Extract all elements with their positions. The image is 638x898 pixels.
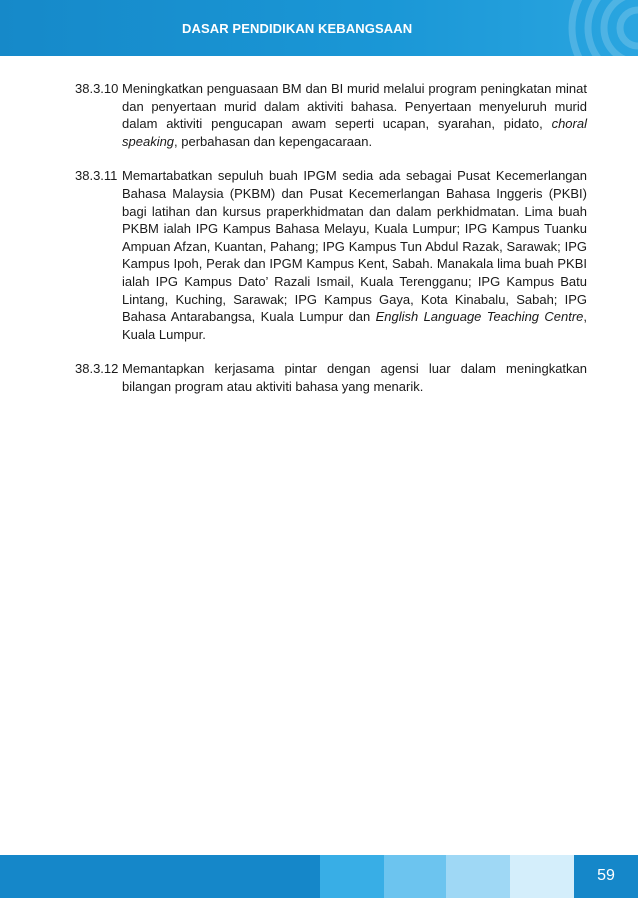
page-header (0, 0, 638, 56)
page-number: 59 (597, 867, 615, 884)
document-body (75, 80, 587, 413)
italic-term: choral speaking (122, 116, 587, 149)
list-item (75, 360, 587, 395)
list-item (75, 167, 587, 343)
item-number: 38.3.11 (75, 168, 118, 184)
item-text: Memantapkan kerjasama pintar dengan agensi luar dalam meningkatkan bilangan program atau aktiviti bahasa yang menarik. (122, 361, 587, 394)
footer-band (320, 855, 384, 898)
footer-band (510, 855, 574, 898)
italic-term: English Language Teaching Centre (375, 309, 584, 325)
item-text: Meningkatkan penguasaan BM dan BI murid melalui program peningkatan minat dan penyertaan murid dalam aktiviti bahasa. Penyertaan menyeluruh murid dalam aktiviti pengucapan awam seperti ucapan, syarahan, pidato, choral speaking, perbahasan dan kepengacaraan. (122, 81, 587, 149)
footer-band (446, 855, 510, 898)
list-item (75, 80, 587, 150)
item-number: 38.3.12 (75, 361, 119, 377)
footer-band (0, 855, 320, 898)
page-footer (0, 855, 638, 898)
footer-band (384, 855, 446, 898)
item-number: 38.3.10 (75, 81, 119, 96)
header-title: DASAR PENDIDIKAN KEBANGSAAN (182, 21, 413, 36)
concentric-arcs-decoration (518, 0, 638, 56)
item-text: Memartabatkan sepuluh buah IPGM sedia ada sebagai Pusat Kecemerlangan Bahasa Malaysia (PKBM) dan Pusat Kecemerlangan Bahasa Inggeris (PKBI) bagi latihan dan kursus praperkhidmatan dan dalam perkhidmatan. Lima buah PKBM ialah IPG Kampus Bahasa Melayu, Kuala Lumpur; IPG Kampus Tuanku Ampuan Afzan, Kuantan, Pahang; IPG Kampus Tun Abdul Razak, Sarawak; IPG Kampus Ipoh, Perak dan IPGM Kampus Kent, Sabah. Manakala lima buah PKBI ialah IPG Kampus Dato’ Razali Ismail, Kuala Terengganu; IPG Kampus Batu Lintang, Kuching, Sarawak; IPG Kampus Gaya, Kota Kinabalu, Sabah; IPG Bahasa Antarabangsa, Kuala Lumpur dan English Language Teaching Centre, Kuala Lumpur. (122, 168, 588, 342)
